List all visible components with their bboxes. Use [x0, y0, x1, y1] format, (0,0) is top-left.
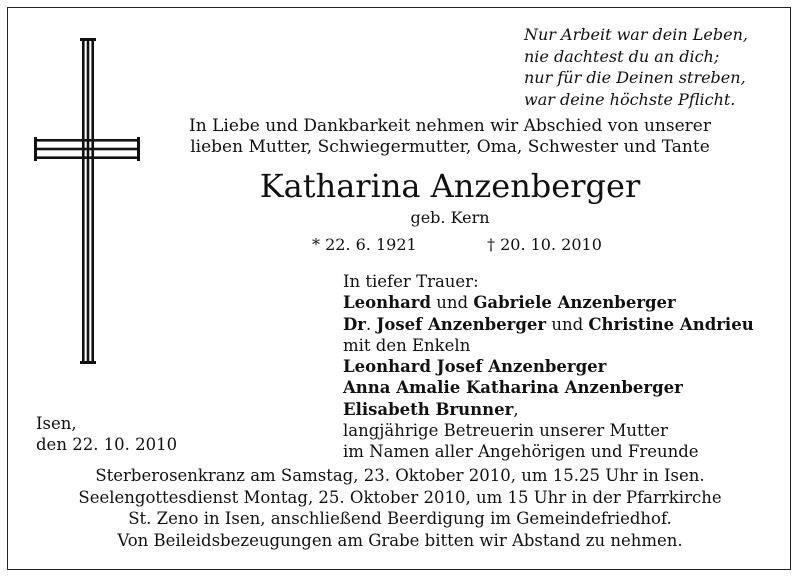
place: Isen,	[36, 414, 77, 433]
caretaker-role: langjährige Betreuerin unserer Mutter	[343, 421, 668, 441]
footer-line: St. Zeno in Isen, anschließend Beerdigung im Gemeindefriedhof.	[128, 509, 672, 528]
mourners-heading: In tiefer Trauer:	[343, 272, 479, 291]
footer-line: Seelengottesdienst Montag, 25. Oktober 2010, um 15 Uhr in der Pfarrkirche	[78, 487, 722, 507]
mourner-name: Josef Anzenberger	[376, 314, 547, 334]
poem	[524, 24, 748, 110]
mourner-name: Gabriele Anzenberger	[473, 293, 676, 313]
mourner-name: Christine Andrieu	[588, 314, 754, 334]
grandchild-name	[343, 356, 754, 377]
mourner-line	[343, 292, 754, 313]
poem-line: Nur Arbeit war dein Leben,	[524, 25, 748, 44]
punctuation: ,	[513, 399, 519, 419]
maiden-name: geb. Kern	[410, 208, 490, 227]
place-date	[36, 413, 177, 456]
conjunction: und	[546, 314, 589, 334]
closing-line: im Namen aller Angehörigen und Freunde	[343, 442, 699, 462]
conjunction: und	[431, 293, 474, 313]
grandchild-name	[343, 377, 754, 398]
mourner-name: Leonhard Josef Anzenberger	[343, 357, 607, 377]
poem-line: nie dachtest du an dich;	[524, 46, 720, 66]
deceased-name: Katharina Anzenberger	[259, 167, 641, 205]
poem-line: nur für die Deinen streben,	[524, 68, 746, 87]
service-details	[22, 465, 778, 551]
date: den 22. 10. 2010	[36, 435, 178, 455]
intro-text	[140, 116, 760, 158]
mourner-title: Dr	[343, 314, 367, 334]
mourners-list	[343, 271, 754, 463]
mourner-name: Leonhard	[343, 293, 432, 313]
grandchildren-heading: mit den Enkeln	[343, 335, 471, 355]
mourner-name: Anna Amalie Katharina Anzenberger	[343, 378, 683, 398]
footer-line: Von Beileidsbezeugungen am Grabe bitten wir Abstand zu nehmen.	[117, 530, 683, 550]
intro-line: lieben Mutter, Schwiegermutter, Oma, Schwester und Tante	[190, 137, 710, 157]
poem-line: war deine höchste Pflicht.	[524, 89, 736, 109]
caretaker-line	[343, 399, 754, 420]
mourner-line	[343, 314, 754, 335]
birth-date: * 22. 6. 1921	[312, 235, 417, 254]
mourner-name: Elisabeth Brunner	[343, 399, 514, 419]
intro-line: In Liebe und Dankbarkeit nehmen wir Abschied von unserer	[189, 116, 711, 136]
punctuation: .	[366, 314, 377, 334]
death-date: † 20. 10. 2010	[487, 235, 602, 254]
cross-icon	[34, 38, 140, 364]
footer-line: Sterberosenkranz am Samstag, 23. Oktober 2010, um 15.25 Uhr in Isen.	[95, 466, 705, 485]
